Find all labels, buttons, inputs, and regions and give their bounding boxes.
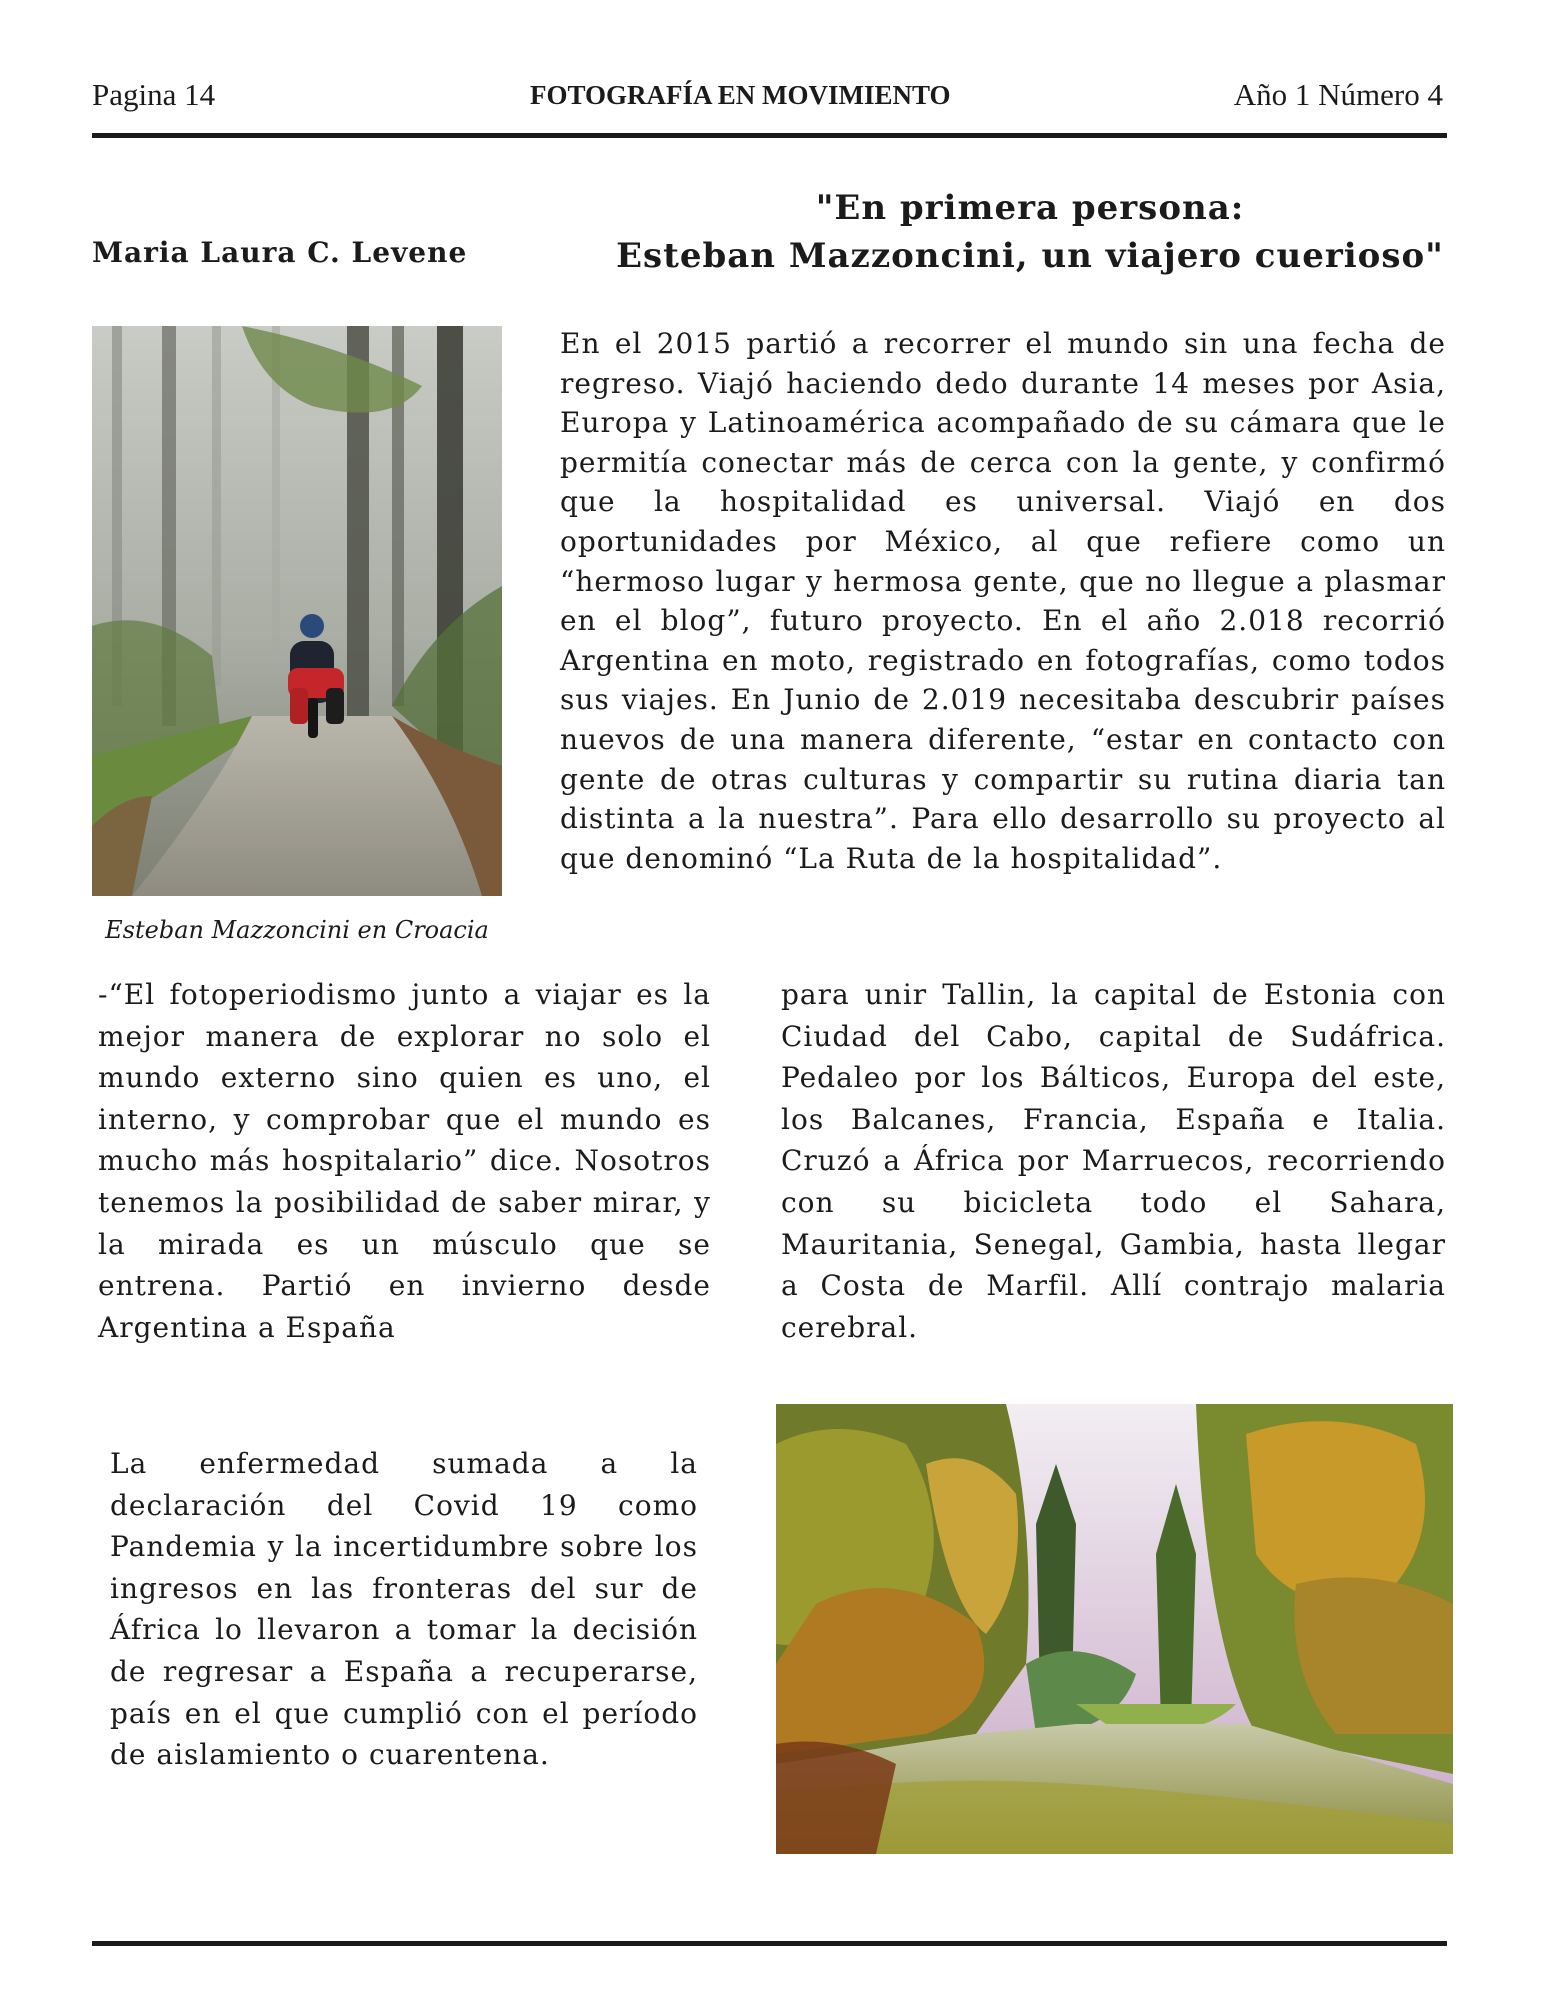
article-closing-paragraph: La enfermedad sumada a la declaración del Covid 19 como Pandemia y la incertidumbre sobre los ingresos en las fronteras del sur de África lo llevaron a tomar la decisión de regresar a España a recuperarse, país en el que cumplió con el período de aislamiento o cuarentena. bbox=[110, 1447, 698, 1772]
article-column-left: -“El fotoperiodismo junto a viajar es la mejor manera de explorar no solo el mundo externo sino quien es uno, el interno, y comprobar que el mundo es mucho más hospitalario” dice. Nosotros tenemos la posibilidad de saber mirar, y la mirada es un músculo que se entrena. Partió en invierno desde Argentina a España bbox=[98, 978, 711, 1344]
article-column-right: para unir Tallin, la capital de Estonia con Ciudad del Cabo, capital de Sudáfrica. Pedaleo por los Bálticos, Europa del este, los Balcanes, Francia, España e Italia. Cruzó a África por Marruecos, recorriendo con su bicicleta todo el Sahara, Mauritania, Senegal, Gambia, hasta llegar a Costa de Marfil. Allí contrajo malaria cerebral. bbox=[781, 978, 1446, 1344]
article-author: Maria Laura C. Levene bbox=[92, 236, 468, 269]
header-rule bbox=[92, 133, 1447, 138]
article-title-line-1: "En primera persona: bbox=[815, 188, 1245, 228]
footer-rule bbox=[92, 1941, 1447, 1946]
article-title bbox=[600, 184, 1460, 280]
article-intro-paragraph: En el 2015 partió a recorrer el mundo sin una fecha de regreso. Viajó haciendo dedo durante 14 meses por Asia, Europa y Latinoamérica acompañado de su cámara que le permitía conectar más de cerca con la gente, y confirmó que la hospitalidad es universal. Viajó en dos oportunidades por México, al que refiere como un “hermoso lugar y hermosa gente, que no llegue a plasmar en el blog”, futuro proyecto. En el año 2.018 recorrió Argentina en moto, registrado en fotografías, como todos sus viajes. En Junio de 2.019 necesitaba descubrir países nuevos de una manera diferente, “estar en contacto con gente de otras culturas y compartir su rutina diaria tan distinta a la nuestra”. Para ello desarrollo su proyecto al que denominó “La Ruta de la hospitalidad”. bbox=[560, 327, 1446, 875]
article-title-line-2: Esteban Mazzoncini, un viajero cuerioso" bbox=[616, 236, 1444, 276]
page-number: Pagina 14 bbox=[92, 77, 216, 112]
autumn-river-photo bbox=[776, 1404, 1453, 1854]
photo-caption: Esteban Mazzoncini en Croacia bbox=[105, 916, 489, 944]
cyclist-forest-photo bbox=[92, 326, 502, 896]
issue-number: Año 1 Número 4 bbox=[1233, 77, 1443, 112]
publication-title: FOTOGRAFÍA EN MOVIMIENTO bbox=[530, 80, 951, 110]
